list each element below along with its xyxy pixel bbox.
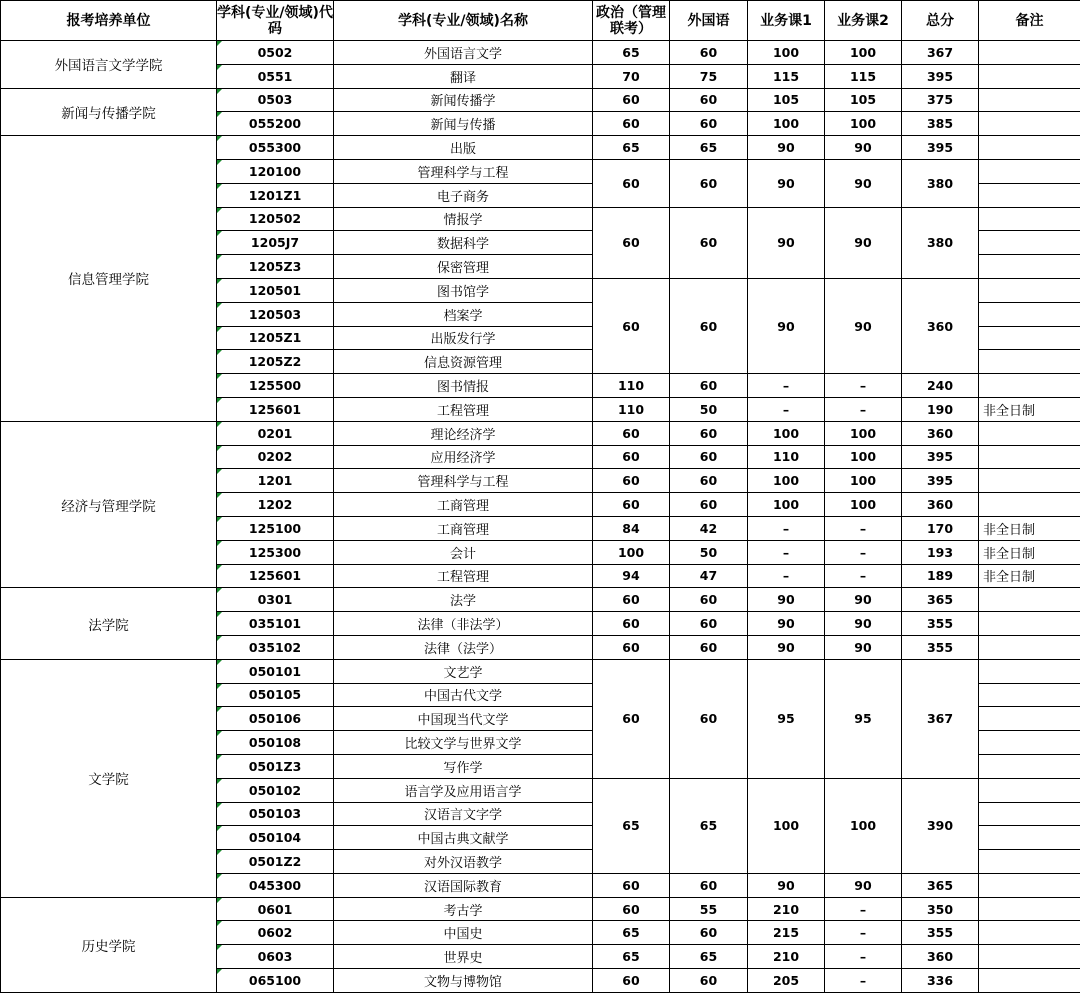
subject-name: 数据科学 <box>334 231 593 255</box>
politics-score: 60 <box>593 445 670 469</box>
total-score: 367 <box>902 41 979 65</box>
course1-score: 205 <box>748 969 825 993</box>
subject-name: 世界史 <box>334 945 593 969</box>
note-cell <box>979 374 1080 398</box>
subject-name: 图书馆学 <box>334 278 593 302</box>
total-score: 385 <box>902 112 979 136</box>
foreign-score: 60 <box>670 159 748 207</box>
note-cell <box>979 802 1080 826</box>
total-score: 360 <box>902 278 979 373</box>
foreign-score: 75 <box>670 64 748 88</box>
note-cell: 非全日制 <box>979 540 1080 564</box>
politics-score: 100 <box>593 540 670 564</box>
subject-code: 045300 <box>217 873 334 897</box>
unit-name: 文学院 <box>1 659 217 897</box>
foreign-score: 50 <box>670 540 748 564</box>
unit-name: 经济与管理学院 <box>1 421 217 588</box>
subject-code: 125500 <box>217 374 334 398</box>
subject-name: 语言学及应用语言学 <box>334 778 593 802</box>
note-cell <box>979 88 1080 112</box>
note-cell <box>979 659 1080 683</box>
foreign-score: 60 <box>670 88 748 112</box>
note-cell <box>979 493 1080 517</box>
subject-code: 035101 <box>217 612 334 636</box>
note-cell <box>979 969 1080 993</box>
subject-name: 汉语言文字学 <box>334 802 593 826</box>
politics-score: 65 <box>593 41 670 65</box>
total-score: 380 <box>902 207 979 278</box>
course2-score: 90 <box>825 635 902 659</box>
total-score: 395 <box>902 136 979 160</box>
course2-score: 105 <box>825 88 902 112</box>
course1-score: – <box>748 564 825 588</box>
politics-score: 60 <box>593 897 670 921</box>
note-cell <box>979 612 1080 636</box>
course2-score: 100 <box>825 469 902 493</box>
politics-score: 60 <box>593 159 670 207</box>
total-score: 350 <box>902 897 979 921</box>
total-score: 360 <box>902 945 979 969</box>
course2-score: – <box>825 564 902 588</box>
subject-code: 120100 <box>217 159 334 183</box>
subject-name: 法学 <box>334 588 593 612</box>
header-course1: 业务课1 <box>748 1 825 41</box>
total-score: 355 <box>902 612 979 636</box>
politics-score: 60 <box>593 207 670 278</box>
foreign-score: 60 <box>670 873 748 897</box>
foreign-score: 60 <box>670 588 748 612</box>
total-score: 190 <box>902 397 979 421</box>
subject-code: 0601 <box>217 897 334 921</box>
subject-code: 1205Z2 <box>217 350 334 374</box>
total-score: 367 <box>902 659 979 778</box>
note-cell <box>979 326 1080 350</box>
subject-code: 1205Z1 <box>217 326 334 350</box>
note-cell: 非全日制 <box>979 516 1080 540</box>
course1-score: 95 <box>748 659 825 778</box>
politics-score: 60 <box>593 469 670 493</box>
course1-score: 110 <box>748 445 825 469</box>
total-score: 240 <box>902 374 979 398</box>
course2-score: 90 <box>825 873 902 897</box>
politics-score: 65 <box>593 945 670 969</box>
politics-score: 60 <box>593 873 670 897</box>
subject-code: 1201 <box>217 469 334 493</box>
politics-score: 60 <box>593 493 670 517</box>
politics-score: 60 <box>593 88 670 112</box>
note-cell <box>979 445 1080 469</box>
note-cell <box>979 112 1080 136</box>
subject-name: 工商管理 <box>334 516 593 540</box>
unit-name: 法学院 <box>1 588 217 659</box>
header-note: 备注 <box>979 1 1080 41</box>
note-cell <box>979 778 1080 802</box>
foreign-score: 60 <box>670 612 748 636</box>
header-code: 学科(专业/领域)代码 <box>217 1 334 41</box>
note-cell <box>979 421 1080 445</box>
course1-score: 210 <box>748 897 825 921</box>
total-score: 336 <box>902 969 979 993</box>
foreign-score: 50 <box>670 397 748 421</box>
note-cell: 非全日制 <box>979 564 1080 588</box>
course2-score: – <box>825 374 902 398</box>
header-course2: 业务课2 <box>825 1 902 41</box>
subject-name: 信息资源管理 <box>334 350 593 374</box>
total-score: 375 <box>902 88 979 112</box>
note-cell <box>979 897 1080 921</box>
course2-score: 100 <box>825 445 902 469</box>
politics-score: 65 <box>593 136 670 160</box>
note-cell <box>979 826 1080 850</box>
table-row <box>1 421 1080 445</box>
total-score: 395 <box>902 445 979 469</box>
subject-name: 出版发行学 <box>334 326 593 350</box>
course2-score: 100 <box>825 112 902 136</box>
foreign-score: 65 <box>670 945 748 969</box>
foreign-score: 42 <box>670 516 748 540</box>
course1-score: – <box>748 540 825 564</box>
course1-score: 90 <box>748 635 825 659</box>
course2-score: – <box>825 897 902 921</box>
note-cell <box>979 41 1080 65</box>
subject-name: 应用经济学 <box>334 445 593 469</box>
note-cell <box>979 255 1080 279</box>
course2-score: 100 <box>825 421 902 445</box>
politics-score: 94 <box>593 564 670 588</box>
subject-name: 中国史 <box>334 921 593 945</box>
foreign-score: 65 <box>670 136 748 160</box>
subject-code: 120503 <box>217 302 334 326</box>
subject-code: 125300 <box>217 540 334 564</box>
subject-name: 工商管理 <box>334 493 593 517</box>
course1-score: 210 <box>748 945 825 969</box>
note-cell <box>979 207 1080 231</box>
total-score: 360 <box>902 493 979 517</box>
course1-score: – <box>748 516 825 540</box>
foreign-score: 60 <box>670 421 748 445</box>
subject-code: 0603 <box>217 945 334 969</box>
subject-name: 考古学 <box>334 897 593 921</box>
politics-score: 60 <box>593 612 670 636</box>
course1-score: 100 <box>748 469 825 493</box>
note-cell <box>979 683 1080 707</box>
subject-code: 0551 <box>217 64 334 88</box>
subject-code: 050102 <box>217 778 334 802</box>
subject-code: 0503 <box>217 88 334 112</box>
course2-score: 100 <box>825 41 902 65</box>
course1-score: 90 <box>748 278 825 373</box>
subject-code: 055300 <box>217 136 334 160</box>
total-score: 360 <box>902 421 979 445</box>
subject-code: 065100 <box>217 969 334 993</box>
note-cell <box>979 945 1080 969</box>
total-score: 355 <box>902 635 979 659</box>
total-score: 355 <box>902 921 979 945</box>
subject-name: 文物与博物馆 <box>334 969 593 993</box>
subject-code: 1201Z1 <box>217 183 334 207</box>
unit-name: 新闻与传播学院 <box>1 88 217 136</box>
course2-score: 90 <box>825 207 902 278</box>
subject-name: 管理科学与工程 <box>334 469 593 493</box>
total-score: 395 <box>902 64 979 88</box>
foreign-score: 60 <box>670 969 748 993</box>
subject-code: 120502 <box>217 207 334 231</box>
foreign-score: 60 <box>670 921 748 945</box>
subject-code: 050103 <box>217 802 334 826</box>
table-row <box>1 88 1080 112</box>
course2-score: – <box>825 516 902 540</box>
subject-code: 1202 <box>217 493 334 517</box>
subject-name: 中国古代文学 <box>334 683 593 707</box>
foreign-score: 60 <box>670 493 748 517</box>
course2-score: 90 <box>825 159 902 207</box>
course2-score: 90 <box>825 278 902 373</box>
subject-code: 125601 <box>217 564 334 588</box>
subject-code: 050105 <box>217 683 334 707</box>
foreign-score: 65 <box>670 778 748 873</box>
subject-code: 050101 <box>217 659 334 683</box>
foreign-score: 60 <box>670 278 748 373</box>
politics-score: 70 <box>593 64 670 88</box>
subject-name: 文艺学 <box>334 659 593 683</box>
subject-code: 0501Z2 <box>217 850 334 874</box>
subject-code: 125601 <box>217 397 334 421</box>
course2-score: 115 <box>825 64 902 88</box>
politics-score: 65 <box>593 778 670 873</box>
subject-name: 工程管理 <box>334 564 593 588</box>
course2-score: – <box>825 540 902 564</box>
total-score: 365 <box>902 588 979 612</box>
subject-name: 图书情报 <box>334 374 593 398</box>
total-score: 189 <box>902 564 979 588</box>
subject-name: 汉语国际教育 <box>334 873 593 897</box>
note-cell <box>979 921 1080 945</box>
total-score: 380 <box>902 159 979 207</box>
subject-name: 中国古典文献学 <box>334 826 593 850</box>
foreign-score: 60 <box>670 469 748 493</box>
course1-score: 90 <box>748 136 825 160</box>
course1-score: 100 <box>748 421 825 445</box>
politics-score: 60 <box>593 112 670 136</box>
course1-score: 100 <box>748 778 825 873</box>
subject-code: 035102 <box>217 635 334 659</box>
foreign-score: 60 <box>670 445 748 469</box>
subject-code: 0502 <box>217 41 334 65</box>
subject-name: 法律（法学） <box>334 635 593 659</box>
subject-name: 法律（非法学） <box>334 612 593 636</box>
subject-name: 新闻与传播 <box>334 112 593 136</box>
note-cell <box>979 754 1080 778</box>
subject-name: 中国现当代文学 <box>334 707 593 731</box>
note-cell <box>979 707 1080 731</box>
course2-score: – <box>825 945 902 969</box>
foreign-score: 60 <box>670 207 748 278</box>
course1-score: 100 <box>748 112 825 136</box>
subject-name: 管理科学与工程 <box>334 159 593 183</box>
subject-name: 比较文学与世界文学 <box>334 731 593 755</box>
politics-score: 65 <box>593 921 670 945</box>
subject-code: 0301 <box>217 588 334 612</box>
subject-name: 写作学 <box>334 754 593 778</box>
total-score: 395 <box>902 469 979 493</box>
subject-name: 情报学 <box>334 207 593 231</box>
subject-code: 0201 <box>217 421 334 445</box>
note-cell <box>979 350 1080 374</box>
table-row <box>1 41 1080 65</box>
note-cell <box>979 302 1080 326</box>
subject-code: 1205Z3 <box>217 255 334 279</box>
subject-name: 档案学 <box>334 302 593 326</box>
header-foreign: 外国语 <box>670 1 748 41</box>
subject-name: 工程管理 <box>334 397 593 421</box>
unit-name: 历史学院 <box>1 897 217 992</box>
table-row <box>1 659 1080 683</box>
table-row <box>1 897 1080 921</box>
header-name: 学科(专业/领域)名称 <box>334 1 593 41</box>
subject-name: 对外汉语教学 <box>334 850 593 874</box>
total-score: 170 <box>902 516 979 540</box>
foreign-score: 60 <box>670 635 748 659</box>
subject-name: 翻译 <box>334 64 593 88</box>
politics-score: 110 <box>593 397 670 421</box>
subject-name: 外国语言文学 <box>334 41 593 65</box>
note-cell <box>979 64 1080 88</box>
subject-code: 0602 <box>217 921 334 945</box>
header-row <box>1 1 1080 41</box>
course1-score: 115 <box>748 64 825 88</box>
course1-score: 100 <box>748 41 825 65</box>
course1-score: 90 <box>748 588 825 612</box>
note-cell <box>979 850 1080 874</box>
total-score: 365 <box>902 873 979 897</box>
politics-score: 84 <box>593 516 670 540</box>
header-unit: 报考培养单位 <box>1 1 217 41</box>
note-cell: 非全日制 <box>979 397 1080 421</box>
subject-name: 理论经济学 <box>334 421 593 445</box>
course2-score: 90 <box>825 612 902 636</box>
total-score: 390 <box>902 778 979 873</box>
foreign-score: 60 <box>670 659 748 778</box>
subject-code: 055200 <box>217 112 334 136</box>
note-cell <box>979 159 1080 183</box>
course1-score: 105 <box>748 88 825 112</box>
subject-name: 出版 <box>334 136 593 160</box>
subject-code: 050108 <box>217 731 334 755</box>
politics-score: 60 <box>593 278 670 373</box>
subject-code: 0202 <box>217 445 334 469</box>
course2-score: 100 <box>825 493 902 517</box>
politics-score: 60 <box>593 635 670 659</box>
note-cell <box>979 873 1080 897</box>
unit-name: 外国语言文学学院 <box>1 41 217 89</box>
course1-score: 215 <box>748 921 825 945</box>
header-politics: 政治（管理联考） <box>593 1 670 41</box>
politics-score: 60 <box>593 659 670 778</box>
course1-score: 100 <box>748 493 825 517</box>
table-row <box>1 588 1080 612</box>
subject-code: 050106 <box>217 707 334 731</box>
subject-name: 会计 <box>334 540 593 564</box>
note-cell <box>979 231 1080 255</box>
note-cell <box>979 136 1080 160</box>
foreign-score: 55 <box>670 897 748 921</box>
subject-code: 050104 <box>217 826 334 850</box>
subject-code: 0501Z3 <box>217 754 334 778</box>
header-total: 总分 <box>902 1 979 41</box>
unit-name: 信息管理学院 <box>1 136 217 422</box>
subject-code: 1205J7 <box>217 231 334 255</box>
note-cell <box>979 469 1080 493</box>
course2-score: – <box>825 921 902 945</box>
foreign-score: 60 <box>670 374 748 398</box>
foreign-score: 60 <box>670 112 748 136</box>
table-row <box>1 136 1080 160</box>
note-cell <box>979 635 1080 659</box>
foreign-score: 60 <box>670 41 748 65</box>
subject-name: 电子商务 <box>334 183 593 207</box>
politics-score: 60 <box>593 588 670 612</box>
note-cell <box>979 183 1080 207</box>
course2-score: – <box>825 969 902 993</box>
foreign-score: 47 <box>670 564 748 588</box>
note-cell <box>979 731 1080 755</box>
course2-score: – <box>825 397 902 421</box>
course1-score: 90 <box>748 207 825 278</box>
subject-name: 保密管理 <box>334 255 593 279</box>
politics-score: 60 <box>593 421 670 445</box>
subject-name: 新闻传播学 <box>334 88 593 112</box>
politics-score: 110 <box>593 374 670 398</box>
note-cell <box>979 278 1080 302</box>
course2-score: 90 <box>825 588 902 612</box>
course1-score: – <box>748 397 825 421</box>
course2-score: 95 <box>825 659 902 778</box>
course1-score: 90 <box>748 612 825 636</box>
subject-code: 120501 <box>217 278 334 302</box>
politics-score: 60 <box>593 969 670 993</box>
course1-score: – <box>748 374 825 398</box>
subject-code: 125100 <box>217 516 334 540</box>
course2-score: 90 <box>825 136 902 160</box>
course1-score: 90 <box>748 873 825 897</box>
note-cell <box>979 588 1080 612</box>
total-score: 193 <box>902 540 979 564</box>
course2-score: 100 <box>825 778 902 873</box>
course1-score: 90 <box>748 159 825 207</box>
